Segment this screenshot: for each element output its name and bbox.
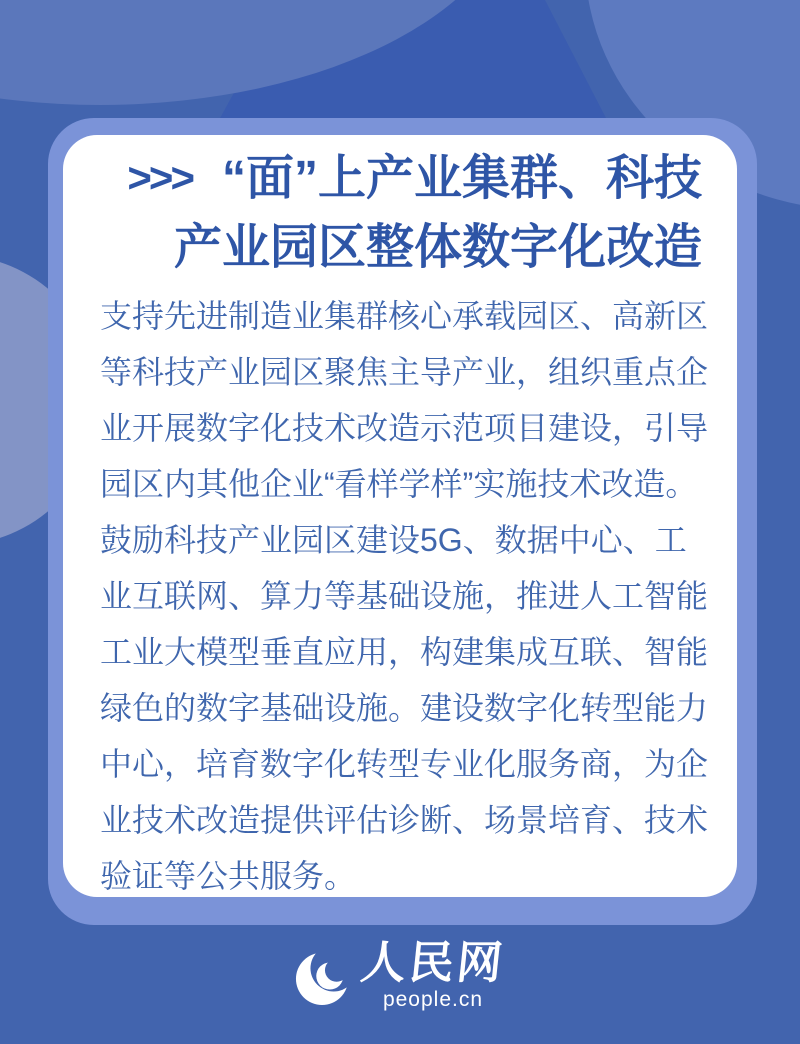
- content-card: [48, 118, 757, 925]
- card-body-text: 支持先进制造业集群核心承载园区、高新区等科技产业园区聚焦主导产业，组织重点企业开展数字化技术改造示范项目建设，引导园区内其他企业“看样学样”实施技术改造。鼓励科技产业园区建设5G、数据中心、工业互联网、算力等基础设施，推进人工智能工业大模型垂直应用，构建集成互联、智能绿色的数字基础设施。建设数字化转型能力中心，培育数字化转型专业化服务商，为企业技术改造提供评估诊断、场景培育、技术验证等公共服务。: [100, 298, 709, 894]
- logo-text-block: [358, 937, 508, 1011]
- content-card-inner: [63, 135, 737, 897]
- footer-logo: [0, 938, 800, 1011]
- logo-domain-text: people.cn: [382, 988, 484, 1011]
- logo-chinese-text: 人民网: [358, 937, 508, 988]
- card-title-text-2: 产业园区整体数字化改造: [173, 221, 702, 274]
- card-title: [100, 145, 702, 282]
- crescent-moon-icon: [295, 944, 353, 1008]
- card-title-line-2: [100, 214, 702, 282]
- card-title-text-1: “面”上产业集群、科技: [221, 152, 702, 205]
- card-title-line-1: [100, 145, 702, 214]
- chevron-right-icon: >>>: [127, 154, 192, 201]
